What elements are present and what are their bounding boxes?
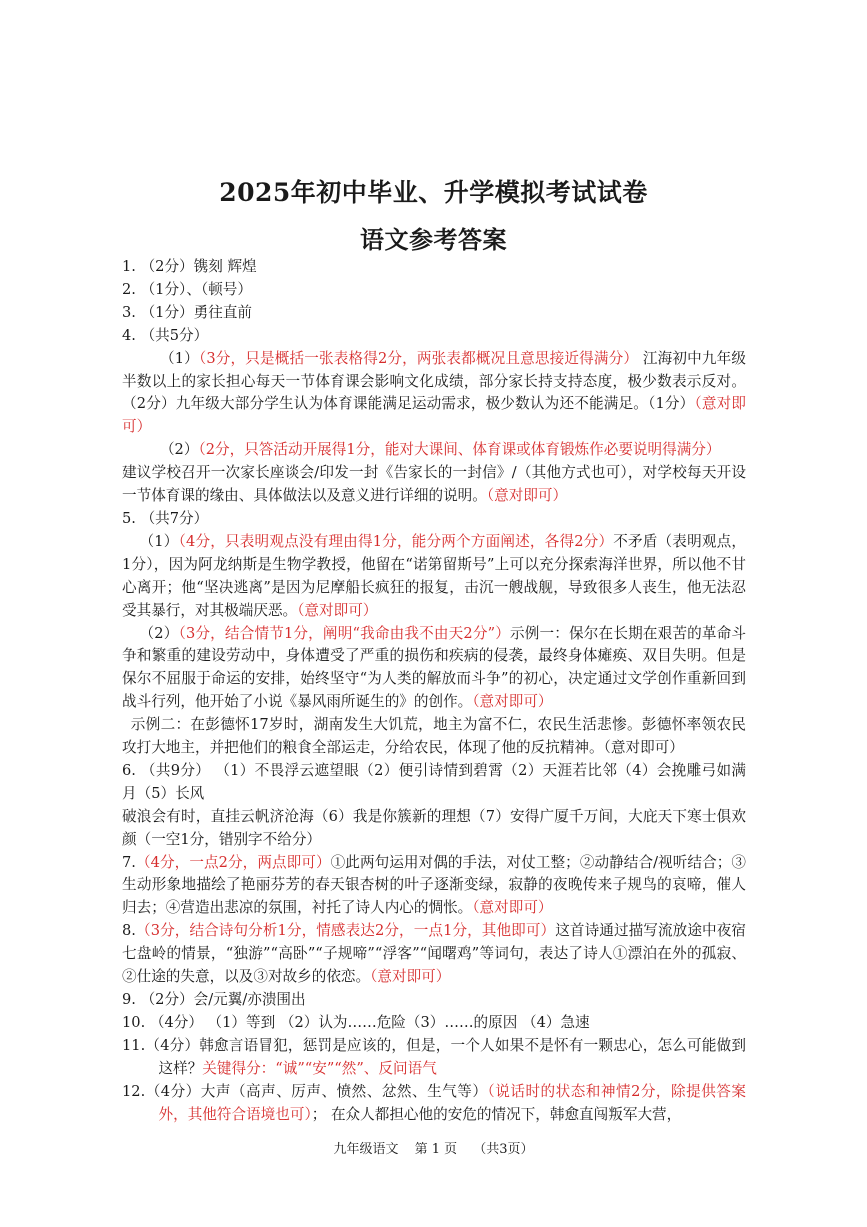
answer-5-1 — [122, 531, 746, 623]
question-number: 11. — [122, 1036, 146, 1054]
scoring-note: 关键得分：“诚”“安”“然”、反问语气 — [202, 1059, 437, 1077]
footer-subject: 九年级语文 — [333, 1142, 399, 1157]
page-footer — [0, 1138, 867, 1157]
answer-text: ①此两句运用对偶的手法，对仗工整；②动静结合/视听结合；③生动形象地描绘了艳丽芬芳的春天银杏树的叶子逐渐变绿，寂静的夜晚传来子规鸟的哀啼，催人归去；④营造出悲凉的氛围，衬托了诗人内心的惆怅。 — [122, 853, 747, 917]
answer-text: 示例一：保尔在长期在艰苦的革命斗争和繁重的建设劳动中，身体遭受了严重的损伤和疾病的侵袭，最终身体瘫痪、双目失明。但是保尔不屈服于命运的安排，始终坚守“为人类的解放而斗争”的初心，决定通过文学创作重新回到战斗行列，他开始了小说《暴风雨所诞生的》的创作。 — [122, 624, 746, 711]
answer-text: 江海初中九年级半数以上的家长担心每天一节体育课会影响文化成绩，部分家长持支持态度，极少数表示反对。（2分）九年级大部分学生认为体育课能满足运动需求，极少数认为还不能满足。（1分） — [122, 349, 746, 413]
scoring-note: （意对即可） — [370, 968, 451, 986]
answer-11 — [122, 1035, 746, 1081]
answer-text: ； 在众人都担心他的安危的情况下，韩愈直闯叛军大营， — [311, 1105, 682, 1123]
answer-10: 10. （4分） （1）等到 （2）认为……危险（3）……的原因 （4）急速 — [122, 1013, 590, 1031]
scoring-note: （2分，只答活动开展得1分，能对大课间、体育课或体育锻炼作必要说明得满分） — [198, 441, 721, 459]
answer-6-line-1: 6. （共9分） （1）不畏浮云遮望眼（2）便引诗情到碧霄（2）天涯若比邻（4）会挽雕弓如满月（5）长风 — [122, 761, 746, 802]
answer-text: （4分）大声（高声、厉声、愤然、忿然、生气等） — [145, 1082, 488, 1100]
scoring-note: （意对即可） — [486, 487, 568, 505]
scoring-note: （意对即可） — [122, 395, 746, 436]
answer-text: （4分）韩愈言语冒犯，惩罚是应该的，但是，一个人如果不是怀有一颗忠心，怎么可能做到这样？ — [145, 1036, 746, 1077]
answer-4-1 — [122, 348, 746, 440]
question-number: 12. — [122, 1082, 146, 1100]
answer-2: 2. （1分）、（顿号） — [122, 280, 252, 298]
scoring-note: （3分，只是概括一张表格得2分，两张表都概况且意思接近得满分） — [198, 349, 639, 367]
answer-9: 9. （2分）会/元翼/亦溃围出 — [122, 991, 306, 1008]
answer-text: 不矛盾（表明观点，1分），因为阿龙纳斯是生物学教授，他留在“诺第留斯号”上可以充分探索海洋世界，所以他不甘心离开；他“坚决逃离”是因为尼摩船长疯狂的报复，击沉一艘战舰，导致很多人丧生，他无法忍受其暴行，对其极端厌恶。 — [122, 532, 746, 619]
answer-5-example-2: 示例二：在彭德怀17岁时，湖南发生大饥荒，地主为富不仁，农民生活悲惨。彭德怀率领农民攻打大地主，并把他们的粮食全部运走，分给农民，体现了他的反抗精神。（意对即可） — [122, 716, 746, 757]
answer-12 — [122, 1081, 746, 1127]
answer-4-2-text — [122, 462, 746, 508]
answer-1: 1. （2分）镌刻 辉煌 — [122, 258, 257, 275]
scoring-note: （意对即可） — [472, 899, 553, 917]
answer-6-line-2: 破浪会有时，直挂云帆济沧海（6）我是你簇新的理想（7）安得广厦千万间，大庇天下寒士俱欢颜（一空1分，错别字不给分） — [122, 807, 746, 848]
sub-label: （1） — [139, 532, 179, 550]
answer-text: 这首诗通过描写流放途中夜宿七盘岭的情景，“独游”“高卧”“子规啼”“浮客”“闻曙鸡”等词句，表达了诗人①漂泊在外的孤寂、②仕途的失意，以及③对故乡的依恋。 — [122, 922, 746, 986]
scoring-note: （意对即可） — [472, 693, 553, 711]
answer-7 — [122, 852, 746, 921]
answer-4-2 — [122, 439, 746, 462]
sub-label: （2） — [159, 441, 199, 459]
scoring-note: （4分，一点2分，两点即可） — [135, 853, 331, 871]
answer-3: 3. （1分）勇往直前 — [122, 303, 253, 321]
page-subtitle: 语文参考答案 — [360, 225, 507, 254]
answer-body — [122, 256, 746, 1126]
footer-total-pages: （共3页） — [473, 1142, 534, 1157]
scoring-note: （3分，结合情节1分，阐明“我命由我不由天2分”） — [178, 624, 510, 642]
sub-label: （1） — [159, 349, 199, 367]
page-title: 2025年初中毕业、升学模拟考试试卷 — [219, 178, 648, 207]
scoring-note: （4分，只表明观点没有理由得1分，能分两个方面阐述，各得2分） — [178, 532, 614, 550]
sub-label: （2） — [139, 624, 179, 642]
answer-5-header: 5. （共7分） — [122, 509, 209, 527]
answer-5-2 — [122, 623, 746, 715]
question-number: 8. — [122, 922, 136, 940]
question-number: 7. — [122, 853, 136, 871]
answer-8 — [122, 920, 746, 989]
scoring-note: （说话时的状态和神情2分，除提供答案外，其他符合语境也可） — [158, 1082, 746, 1123]
scoring-note: （意对即可） — [297, 601, 378, 619]
footer-page-number: 第 1 页 — [414, 1142, 458, 1157]
scoring-note: （3分，结合诗句分析1分，情感表达2分，一点1分，其他即可） — [135, 922, 556, 940]
answer-4-header: 4. （共5分） — [122, 326, 209, 344]
answer-text: 建议学校召开一次家长座谈会/印发一封《告家长的一封信》/（其他方式也可），对学校每天开设一节体育课的缘由、具体做法以及意义进行详细的说明。 — [122, 464, 746, 505]
